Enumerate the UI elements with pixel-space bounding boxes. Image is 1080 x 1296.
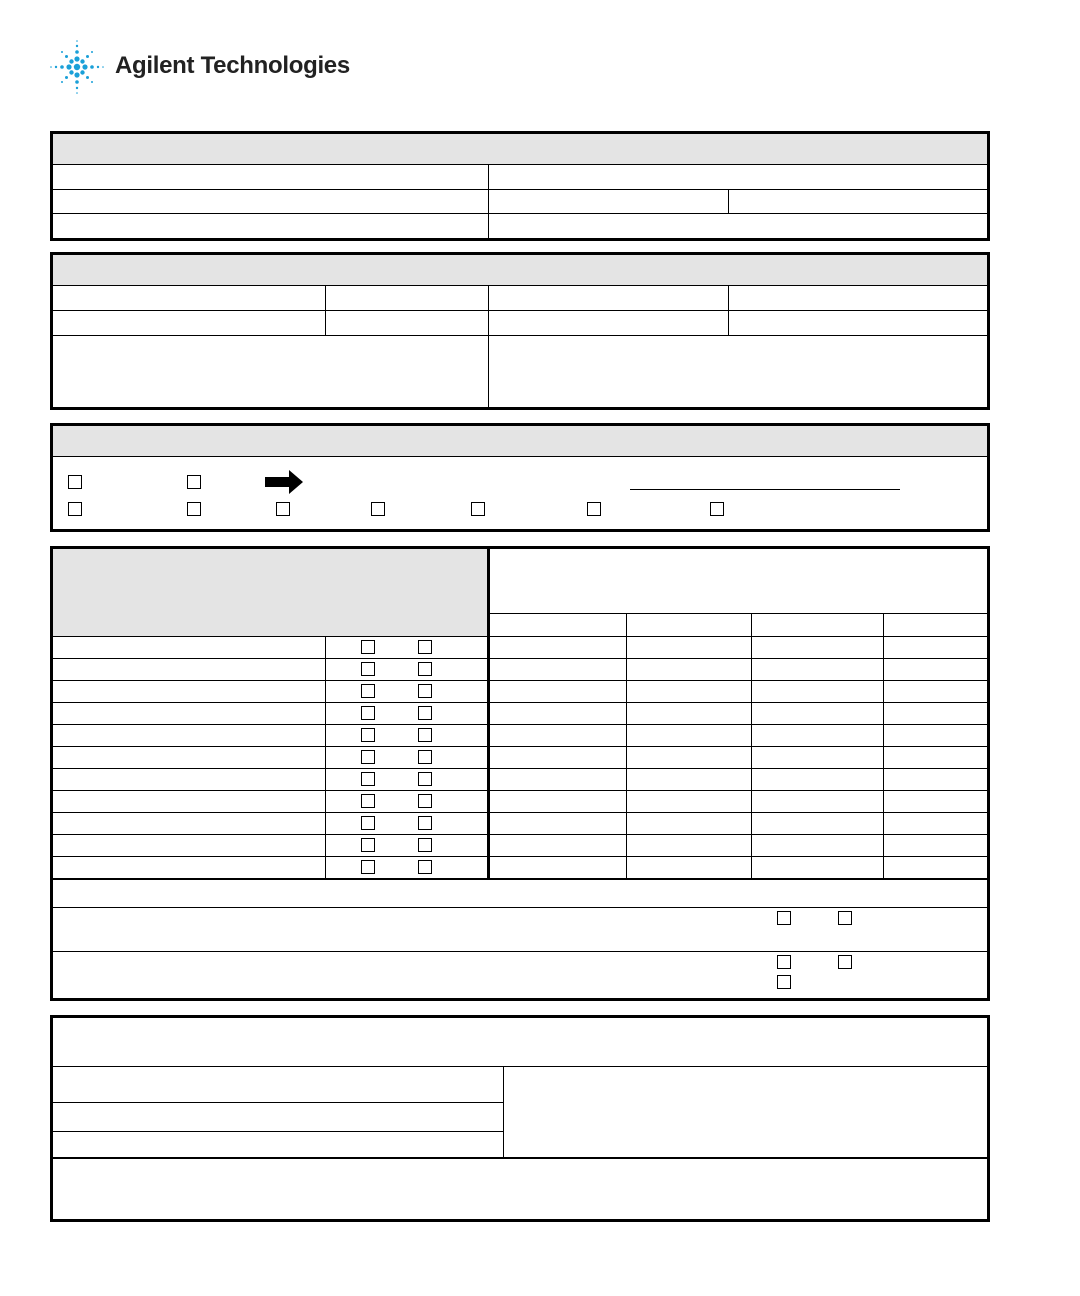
table-row-checkbox-b[interactable] — [418, 662, 432, 676]
table-row-checkbox-a[interactable] — [361, 750, 375, 764]
table-row-checkbox-b[interactable] — [418, 772, 432, 786]
section-4-footer-checkbox-2[interactable] — [838, 911, 852, 925]
table-row-checkbox-b[interactable] — [418, 816, 432, 830]
section-3-checkbox-5[interactable] — [276, 502, 290, 516]
section-3-underline-field[interactable] — [630, 489, 900, 490]
section-3-checkbox-7[interactable] — [471, 502, 485, 516]
section-3-checkbox-4[interactable] — [187, 502, 201, 516]
table-row-checkbox-a[interactable] — [361, 728, 375, 742]
table-row-divider — [53, 680, 987, 681]
table-row-divider — [53, 768, 987, 769]
table-row-checkbox-a[interactable] — [361, 684, 375, 698]
table-row-checkbox-a[interactable] — [361, 706, 375, 720]
section-3-checkbox-6[interactable] — [371, 502, 385, 516]
table-row-divider — [53, 746, 987, 747]
table-row-checkbox-a[interactable] — [361, 794, 375, 808]
table-row-checkbox-b[interactable] — [418, 794, 432, 808]
table-row-divider — [53, 812, 987, 813]
section-3-checkbox-8[interactable] — [587, 502, 601, 516]
table-row-checkbox-a[interactable] — [361, 838, 375, 852]
table-row-divider — [53, 790, 987, 791]
table-row-checkbox-b[interactable] — [418, 640, 432, 654]
section-3-checkbox-3[interactable] — [68, 502, 82, 516]
table-row-divider — [53, 724, 987, 725]
table-row-divider — [53, 636, 987, 637]
table-row-checkbox-b[interactable] — [418, 750, 432, 764]
agilent-spark-icon — [48, 38, 106, 96]
table-row-checkbox-a[interactable] — [361, 860, 375, 874]
table-row-divider — [53, 702, 987, 703]
section-4-footer-checkbox-3[interactable] — [777, 955, 791, 969]
section-2-header — [53, 255, 987, 285]
table-row-checkbox-b[interactable] — [418, 684, 432, 698]
section-1-header — [53, 134, 987, 164]
table-row-checkbox-b[interactable] — [418, 728, 432, 742]
section-3-checkbox-1[interactable] — [68, 475, 82, 489]
table-row-checkbox-b[interactable] — [418, 706, 432, 720]
section-3-checkbox-9[interactable] — [710, 502, 724, 516]
section-4-footer-checkbox-1[interactable] — [777, 911, 791, 925]
table-row-divider — [53, 834, 987, 835]
section-4-footer-checkbox-5[interactable] — [777, 975, 791, 989]
table-row-divider — [53, 658, 987, 659]
section-5 — [50, 1015, 990, 1222]
right-arrow-icon — [265, 468, 305, 496]
table-row-checkbox-a[interactable] — [361, 772, 375, 786]
brand-name: Agilent Technologies — [115, 52, 350, 79]
section-3-checkbox-2[interactable] — [187, 475, 201, 489]
table-row-checkbox-a[interactable] — [361, 662, 375, 676]
table-row-checkbox-b[interactable] — [418, 838, 432, 852]
section-3-header — [53, 426, 987, 456]
table-row-checkbox-b[interactable] — [418, 860, 432, 874]
section-4-footer-checkbox-4[interactable] — [838, 955, 852, 969]
table-row-checkbox-a[interactable] — [361, 640, 375, 654]
section-4-header-left — [53, 549, 487, 636]
table-row-divider — [53, 856, 987, 857]
table-row-checkbox-a[interactable] — [361, 816, 375, 830]
